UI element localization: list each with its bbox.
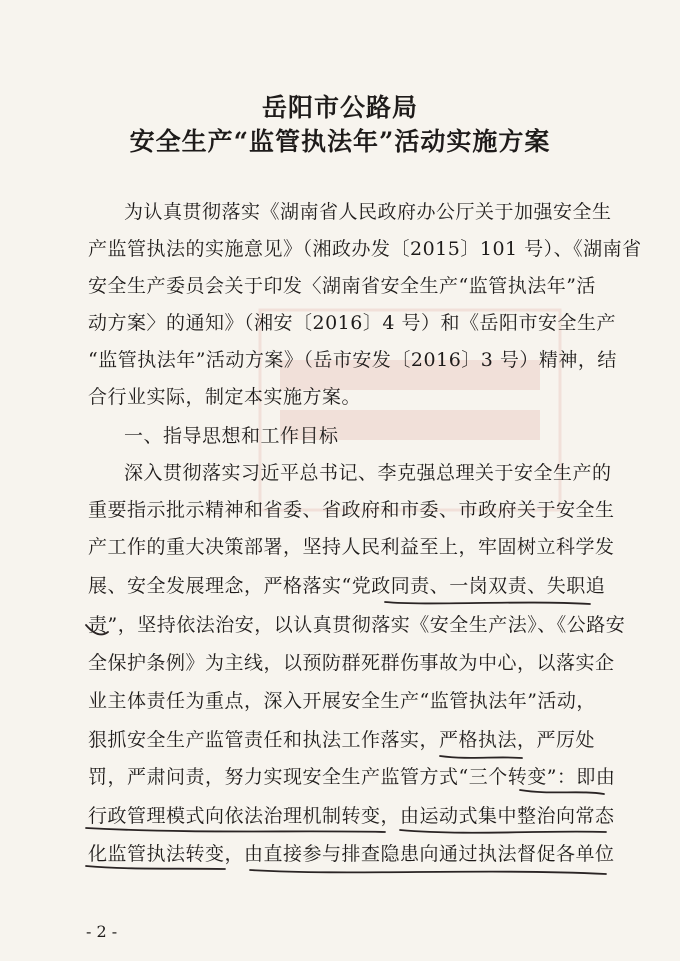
underline-mark bbox=[400, 830, 606, 833]
paragraph-line: 深入贯彻落实习近平总书记、李克强总理关于安全生产的 bbox=[124, 462, 612, 484]
paragraph-line: 展、安全发展理念，严格落实“党政同责、一岗双责、失职追 bbox=[88, 575, 606, 597]
paragraph-line: 为认真贯彻落实《湖南省人民政府办公厅关于加强安全生 bbox=[124, 201, 612, 223]
paragraph-line: 业主体责任为重点，深入开展安全生产“监管执法年”活动， bbox=[88, 690, 596, 712]
document-title-main: 安全生产“监管执法年”活动实施方案 bbox=[129, 127, 551, 156]
paragraph-line: 罚，严肃问责，努力实现安全生产监管方式“三个转变”：即由 bbox=[88, 766, 616, 788]
underline-mark bbox=[385, 602, 590, 604]
paragraph-line: 责”，坚持依法治安，以认真贯彻落实《安全生产法》、《公路安 bbox=[88, 614, 626, 636]
underline-mark bbox=[250, 870, 606, 874]
underline-mark bbox=[520, 790, 604, 794]
underline-mark bbox=[86, 828, 385, 832]
paragraph-line: 全保护条例》为主线，以预防群死群伤事故为中心，以落实企 bbox=[88, 652, 615, 674]
paragraph-line: “监管执法年”活动方案》（岳市安发〔2016〕3 号）精神，结 bbox=[88, 349, 617, 371]
paragraph-line: 产监管执法的实施意见》（湘政办发〔2015〕101 号）、《湖南省 bbox=[88, 238, 642, 260]
document-title-org: 岳阳市公路局 bbox=[261, 93, 418, 122]
page-number: - 2 - bbox=[86, 922, 118, 941]
paragraph-line: 行政管理模式向依法治理机制转变，由运动式集中整治向常态 bbox=[88, 805, 615, 827]
paragraph-line: 重要指示批示精神和省委、省政府和市委、市政府关于安全生 bbox=[88, 499, 615, 521]
paragraph-line: 产工作的重大决策部署，坚持人民利益至上，牢固树立科学发 bbox=[88, 536, 615, 558]
paragraph-line: 狠抓安全生产监管责任和执法工作落实，严格执法，严厉处 bbox=[88, 729, 596, 751]
paragraph-line: 合行业实际，制定本实施方案。 bbox=[88, 386, 362, 408]
paragraph-line: 安全生产委员会关于印发〈湖南省安全生产“监管执法年”活 bbox=[88, 275, 596, 297]
underline-mark bbox=[440, 756, 522, 758]
section-heading: 一、指导思想和工作目标 bbox=[124, 425, 339, 447]
underline-mark bbox=[86, 866, 225, 869]
paragraph-line: 动方案〉的通知》（湘安〔2016〕4 号）和《岳阳市安全生产 bbox=[88, 312, 616, 334]
paragraph-line: 化监管执法转变，由直接参与排查隐患向通过执法督促各单位 bbox=[88, 843, 615, 865]
